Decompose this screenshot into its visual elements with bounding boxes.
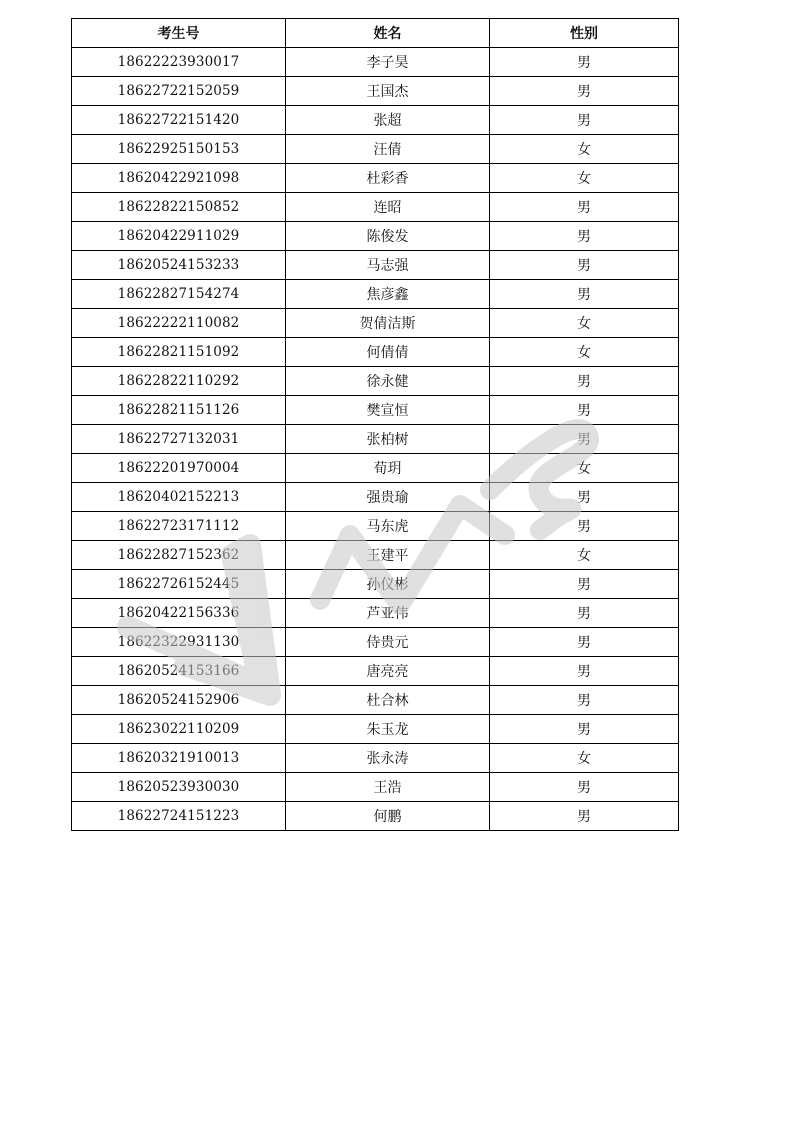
gender-cell: 女	[490, 164, 679, 193]
name-cell: 陈俊发	[286, 222, 490, 251]
name-cell: 张柏树	[286, 425, 490, 454]
name-cell: 荀玥	[286, 454, 490, 483]
gender-cell: 男	[490, 483, 679, 512]
table-header-row	[72, 19, 679, 48]
exam-id-cell: 18620524152906	[72, 686, 286, 715]
table-row	[72, 251, 679, 280]
name-cell: 马志强	[286, 251, 490, 280]
exam-id-cell: 18622722151420	[72, 106, 286, 135]
gender-cell: 男	[490, 599, 679, 628]
table-row	[72, 164, 679, 193]
table-row	[72, 135, 679, 164]
gender-cell: 男	[490, 280, 679, 309]
gender-cell: 女	[490, 135, 679, 164]
gender-cell: 男	[490, 802, 679, 831]
name-cell: 樊宣恒	[286, 396, 490, 425]
exam-id-cell: 18620523930030	[72, 773, 286, 802]
gender-cell: 男	[490, 773, 679, 802]
gender-cell: 女	[490, 309, 679, 338]
exam-id-cell: 18622827152362	[72, 541, 286, 570]
table-row	[72, 802, 679, 831]
exam-id-cell: 18622222110082	[72, 309, 286, 338]
exam-id-cell: 18620402152213	[72, 483, 286, 512]
table-row	[72, 628, 679, 657]
table-row	[72, 744, 679, 773]
name-cell: 张超	[286, 106, 490, 135]
exam-id-cell: 18622821151092	[72, 338, 286, 367]
table-row	[72, 367, 679, 396]
exam-id-cell: 18620422911029	[72, 222, 286, 251]
exam-id-cell: 18622722152059	[72, 77, 286, 106]
name-cell: 焦彦鑫	[286, 280, 490, 309]
table-row	[72, 48, 679, 77]
gender-cell: 女	[490, 744, 679, 773]
name-cell: 朱玉龙	[286, 715, 490, 744]
name-cell: 徐永健	[286, 367, 490, 396]
gender-cell: 男	[490, 425, 679, 454]
table-row	[72, 193, 679, 222]
gender-cell: 男	[490, 686, 679, 715]
header-exam-id: 考生号	[72, 19, 286, 48]
table-row	[72, 570, 679, 599]
header-name: 姓名	[286, 19, 490, 48]
exam-id-cell: 18620422921098	[72, 164, 286, 193]
table-row	[72, 657, 679, 686]
name-cell: 强贵瑜	[286, 483, 490, 512]
name-cell: 王国杰	[286, 77, 490, 106]
exam-id-cell: 18620321910013	[72, 744, 286, 773]
gender-cell: 男	[490, 367, 679, 396]
gender-cell: 男	[490, 222, 679, 251]
gender-cell: 男	[490, 570, 679, 599]
exam-id-cell: 18620422156336	[72, 599, 286, 628]
table-row	[72, 396, 679, 425]
name-cell: 侍贵元	[286, 628, 490, 657]
table-row	[72, 541, 679, 570]
exam-id-cell: 18622925150153	[72, 135, 286, 164]
name-cell: 何倩倩	[286, 338, 490, 367]
table-row	[72, 222, 679, 251]
gender-cell: 女	[490, 338, 679, 367]
gender-cell: 男	[490, 48, 679, 77]
name-cell: 杜彩香	[286, 164, 490, 193]
exam-id-cell: 18622322931130	[72, 628, 286, 657]
gender-cell: 男	[490, 193, 679, 222]
name-cell: 李子昊	[286, 48, 490, 77]
exam-id-cell: 18622724151223	[72, 802, 286, 831]
table-row	[72, 309, 679, 338]
gender-cell: 男	[490, 106, 679, 135]
exam-id-cell: 18623022110209	[72, 715, 286, 744]
table-row	[72, 338, 679, 367]
name-cell: 连昭	[286, 193, 490, 222]
name-cell: 芦亚伟	[286, 599, 490, 628]
table-row	[72, 512, 679, 541]
exam-id-cell: 18622723171112	[72, 512, 286, 541]
exam-id-cell: 18622822110292	[72, 367, 286, 396]
table-row	[72, 686, 679, 715]
exam-id-cell: 18622822150852	[72, 193, 286, 222]
name-cell: 汪倩	[286, 135, 490, 164]
exam-id-cell: 18622827154274	[72, 280, 286, 309]
table-row	[72, 106, 679, 135]
name-cell: 唐亮亮	[286, 657, 490, 686]
table-row	[72, 77, 679, 106]
table-row	[72, 425, 679, 454]
gender-cell: 男	[490, 715, 679, 744]
exam-id-cell: 18622821151126	[72, 396, 286, 425]
exam-id-cell: 18622727132031	[72, 425, 286, 454]
exam-id-cell: 18622726152445	[72, 570, 286, 599]
table-row	[72, 483, 679, 512]
name-cell: 王建平	[286, 541, 490, 570]
table-body	[72, 48, 679, 831]
header-gender: 性别	[490, 19, 679, 48]
table-row	[72, 280, 679, 309]
table-row	[72, 773, 679, 802]
exam-id-cell: 18620524153166	[72, 657, 286, 686]
name-cell: 孙仪彬	[286, 570, 490, 599]
table-row	[72, 599, 679, 628]
exam-id-cell: 18622223930017	[72, 48, 286, 77]
name-cell: 杜合林	[286, 686, 490, 715]
name-cell: 贺倩洁斯	[286, 309, 490, 338]
exam-id-cell: 18622201970004	[72, 454, 286, 483]
name-cell: 张永涛	[286, 744, 490, 773]
name-cell: 马东虎	[286, 512, 490, 541]
gender-cell: 男	[490, 77, 679, 106]
gender-cell: 男	[490, 251, 679, 280]
table-row	[72, 715, 679, 744]
gender-cell: 男	[490, 628, 679, 657]
gender-cell: 男	[490, 657, 679, 686]
student-roster-table	[71, 18, 679, 831]
gender-cell: 男	[490, 512, 679, 541]
table-row	[72, 454, 679, 483]
name-cell: 何鹏	[286, 802, 490, 831]
exam-id-cell: 18620524153233	[72, 251, 286, 280]
gender-cell: 女	[490, 454, 679, 483]
gender-cell: 男	[490, 396, 679, 425]
name-cell: 王浩	[286, 773, 490, 802]
gender-cell: 女	[490, 541, 679, 570]
